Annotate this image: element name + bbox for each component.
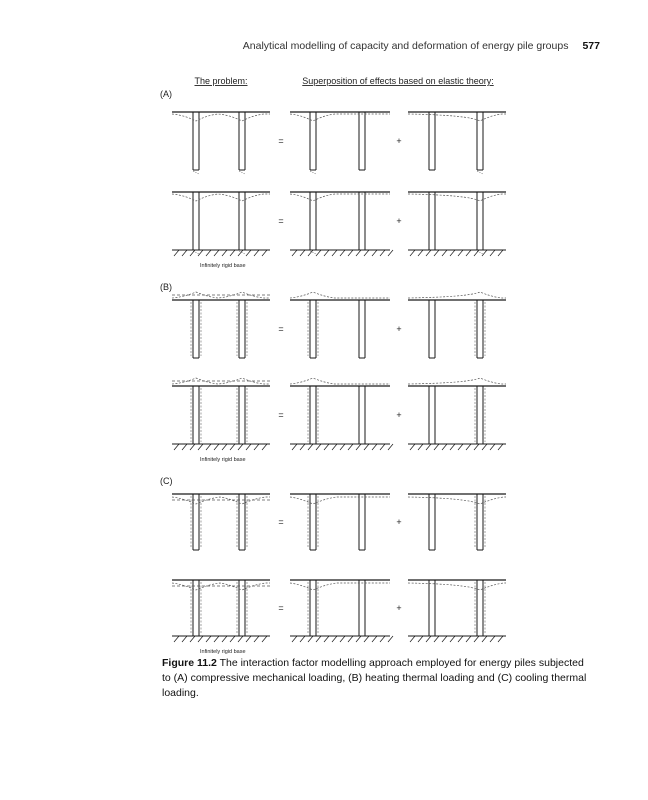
heading-problem: The problem: (194, 76, 248, 86)
rigid-base-hatch (482, 444, 487, 450)
rigid-base-hatch (388, 636, 393, 642)
equals-sign: = (278, 216, 284, 226)
plus-sign: + (396, 216, 402, 226)
rigid-base-hatch (214, 444, 219, 450)
rigid-base-hatch (380, 250, 385, 256)
surface-settlement-curve (172, 194, 270, 201)
rigid-base-hatch (246, 250, 251, 256)
surface-settlement-curve (172, 583, 270, 590)
heading-superposition: Superposition of effects based on elastic theory: (302, 76, 494, 86)
rigid-base-hatch (182, 444, 187, 450)
rigid-base-hatch (206, 250, 211, 256)
rigid-base-hatch (332, 250, 337, 256)
rigid-base-hatch (198, 636, 203, 642)
rigid-base-hatch (450, 636, 455, 642)
rigid-base-hatch (262, 250, 267, 256)
panel-label-b: (B) (160, 282, 172, 292)
rigid-base-hatch (458, 250, 463, 256)
rigid-base-hatch (316, 444, 321, 450)
rigid-base-hatch (474, 444, 479, 450)
panel-label-a: (A) (160, 89, 172, 99)
rigid-base-hatch (356, 636, 361, 642)
rigid-base-hatch (214, 636, 219, 642)
rigid-base-hatch (262, 444, 267, 450)
rigid-base-hatch (490, 250, 495, 256)
rigid-base-hatch (332, 636, 337, 642)
rigid-base-hatch (442, 250, 447, 256)
equals-sign: = (278, 410, 284, 420)
rigid-base-hatch (254, 250, 259, 256)
rigid-base-hatch (498, 250, 503, 256)
rigid-base-hatch (388, 444, 393, 450)
surface-heave-curve (408, 292, 506, 298)
rigid-base-label: Infinitely rigid base (200, 649, 246, 655)
rigid-base-hatch (316, 250, 321, 256)
rigid-base-hatch (356, 250, 361, 256)
rigid-base-hatch (222, 250, 227, 256)
rigid-base-hatch (434, 636, 439, 642)
rigid-base-hatch (356, 444, 361, 450)
rigid-base-hatch (490, 444, 495, 450)
surface-settlement-curve (408, 114, 506, 121)
rigid-base-hatch (292, 250, 297, 256)
rigid-base-hatch (308, 636, 313, 642)
rigid-base-hatch (490, 636, 495, 642)
rigid-base-hatch (222, 636, 227, 642)
rigid-base-hatch (418, 250, 423, 256)
rigid-base-hatch (324, 636, 329, 642)
surface-heave-curve (172, 292, 270, 298)
rigid-base-hatch (230, 444, 235, 450)
rigid-base-hatch (410, 444, 415, 450)
rigid-base-hatch (238, 444, 243, 450)
rigid-base-hatch (308, 250, 313, 256)
rigid-base-hatch (498, 444, 503, 450)
rigid-base-hatch (182, 636, 187, 642)
rigid-base-hatch (206, 444, 211, 450)
rigid-base-hatch (442, 444, 447, 450)
rigid-base-hatch (246, 444, 251, 450)
rigid-base-hatch (174, 636, 179, 642)
rigid-base-hatch (174, 444, 179, 450)
rigid-base-hatch (466, 636, 471, 642)
rigid-base-label: Infinitely rigid base (200, 457, 246, 463)
rigid-base-hatch (254, 636, 259, 642)
rigid-base-hatch (458, 636, 463, 642)
rigid-base-hatch (222, 444, 227, 450)
surface-settlement-curve (172, 497, 270, 504)
rigid-base-hatch (474, 250, 479, 256)
rigid-base-hatch (246, 636, 251, 642)
surface-settlement-curve (290, 114, 390, 121)
surface-settlement-curve (408, 583, 506, 590)
rigid-base-hatch (410, 250, 415, 256)
rigid-base-hatch (340, 250, 345, 256)
rigid-base-hatch (372, 250, 377, 256)
rigid-base-hatch (418, 444, 423, 450)
surface-settlement-curve (290, 194, 390, 201)
page-number: 577 (582, 40, 600, 52)
surface-heave-curve (172, 378, 270, 384)
pile-settlement-marker (310, 171, 316, 174)
surface-settlement-curve (290, 497, 390, 504)
rigid-base-hatch (474, 636, 479, 642)
rigid-base-hatch (190, 636, 195, 642)
rigid-base-hatch (292, 636, 297, 642)
rigid-base-hatch (262, 636, 267, 642)
figure-caption (162, 656, 592, 701)
rigid-base-label: Infinitely rigid base (200, 263, 246, 269)
rigid-base-hatch (426, 636, 431, 642)
rigid-base-hatch (174, 250, 179, 256)
rigid-base-hatch (214, 250, 219, 256)
rigid-base-hatch (190, 250, 195, 256)
surface-heave-curve (290, 378, 390, 384)
rigid-base-hatch (198, 444, 203, 450)
rigid-base-hatch (364, 636, 369, 642)
plus-sign: + (396, 603, 402, 613)
rigid-base-hatch (308, 444, 313, 450)
plus-sign: + (396, 136, 402, 146)
rigid-base-hatch (442, 636, 447, 642)
rigid-base-hatch (190, 444, 195, 450)
rigid-base-hatch (340, 444, 345, 450)
rigid-base-hatch (426, 250, 431, 256)
rigid-base-hatch (482, 636, 487, 642)
rigid-base-hatch (182, 250, 187, 256)
rigid-base-hatch (380, 636, 385, 642)
rigid-base-hatch (300, 444, 305, 450)
rigid-base-hatch (348, 444, 353, 450)
rigid-base-hatch (482, 250, 487, 256)
rigid-base-hatch (348, 636, 353, 642)
rigid-base-hatch (388, 250, 393, 256)
rigid-base-hatch (364, 250, 369, 256)
equals-sign: = (278, 517, 284, 527)
rigid-base-hatch (238, 636, 243, 642)
pile-settlement-marker (193, 171, 199, 174)
plus-sign: + (396, 324, 402, 334)
caption-text: The interaction factor modelling approach employed for energy piles subjected to (A) compressive mechanical loading, (B) heating thermal loading and (C) cooling thermal loading. (162, 657, 587, 699)
rigid-base-hatch (254, 444, 259, 450)
rigid-base-hatch (372, 636, 377, 642)
rigid-base-hatch (230, 250, 235, 256)
rigid-base-hatch (316, 636, 321, 642)
panel-label-c: (C) (160, 476, 173, 486)
rigid-base-hatch (198, 250, 203, 256)
rigid-base-hatch (372, 444, 377, 450)
surface-settlement-curve (408, 497, 506, 504)
rigid-base-hatch (292, 444, 297, 450)
rigid-base-hatch (380, 444, 385, 450)
rigid-base-hatch (498, 636, 503, 642)
pile-settlement-marker (477, 171, 483, 174)
equals-sign: = (278, 324, 284, 334)
caption-label: Figure 11.2 (162, 657, 217, 669)
rigid-base-hatch (340, 636, 345, 642)
rigid-base-hatch (238, 250, 243, 256)
rigid-base-hatch (206, 636, 211, 642)
rigid-base-hatch (434, 444, 439, 450)
rigid-base-hatch (332, 444, 337, 450)
rigid-base-hatch (466, 250, 471, 256)
surface-heave-curve (290, 292, 390, 298)
running-title: Analytical modelling of capacity and deformation of energy pile groups (242, 40, 569, 52)
surface-heave-curve (408, 378, 506, 384)
rigid-base-hatch (410, 636, 415, 642)
surface-settlement-curve (172, 114, 270, 121)
rigid-base-hatch (418, 636, 423, 642)
rigid-base-hatch (450, 250, 455, 256)
rigid-base-hatch (300, 636, 305, 642)
rigid-base-hatch (434, 250, 439, 256)
rigid-base-hatch (364, 444, 369, 450)
rigid-base-hatch (324, 444, 329, 450)
pile-settlement-marker (239, 171, 245, 174)
equals-sign: = (278, 603, 284, 613)
figure-diagrams (172, 112, 506, 655)
plus-sign: + (396, 410, 402, 420)
rigid-base-hatch (324, 250, 329, 256)
rigid-base-hatch (426, 444, 431, 450)
rigid-base-hatch (466, 444, 471, 450)
equals-sign: = (278, 136, 284, 146)
rigid-base-hatch (348, 250, 353, 256)
rigid-base-hatch (458, 444, 463, 450)
rigid-base-hatch (300, 250, 305, 256)
surface-settlement-curve (408, 194, 506, 201)
surface-settlement-curve (290, 583, 390, 590)
rigid-base-hatch (230, 636, 235, 642)
plus-sign: + (396, 517, 402, 527)
rigid-base-hatch (450, 444, 455, 450)
